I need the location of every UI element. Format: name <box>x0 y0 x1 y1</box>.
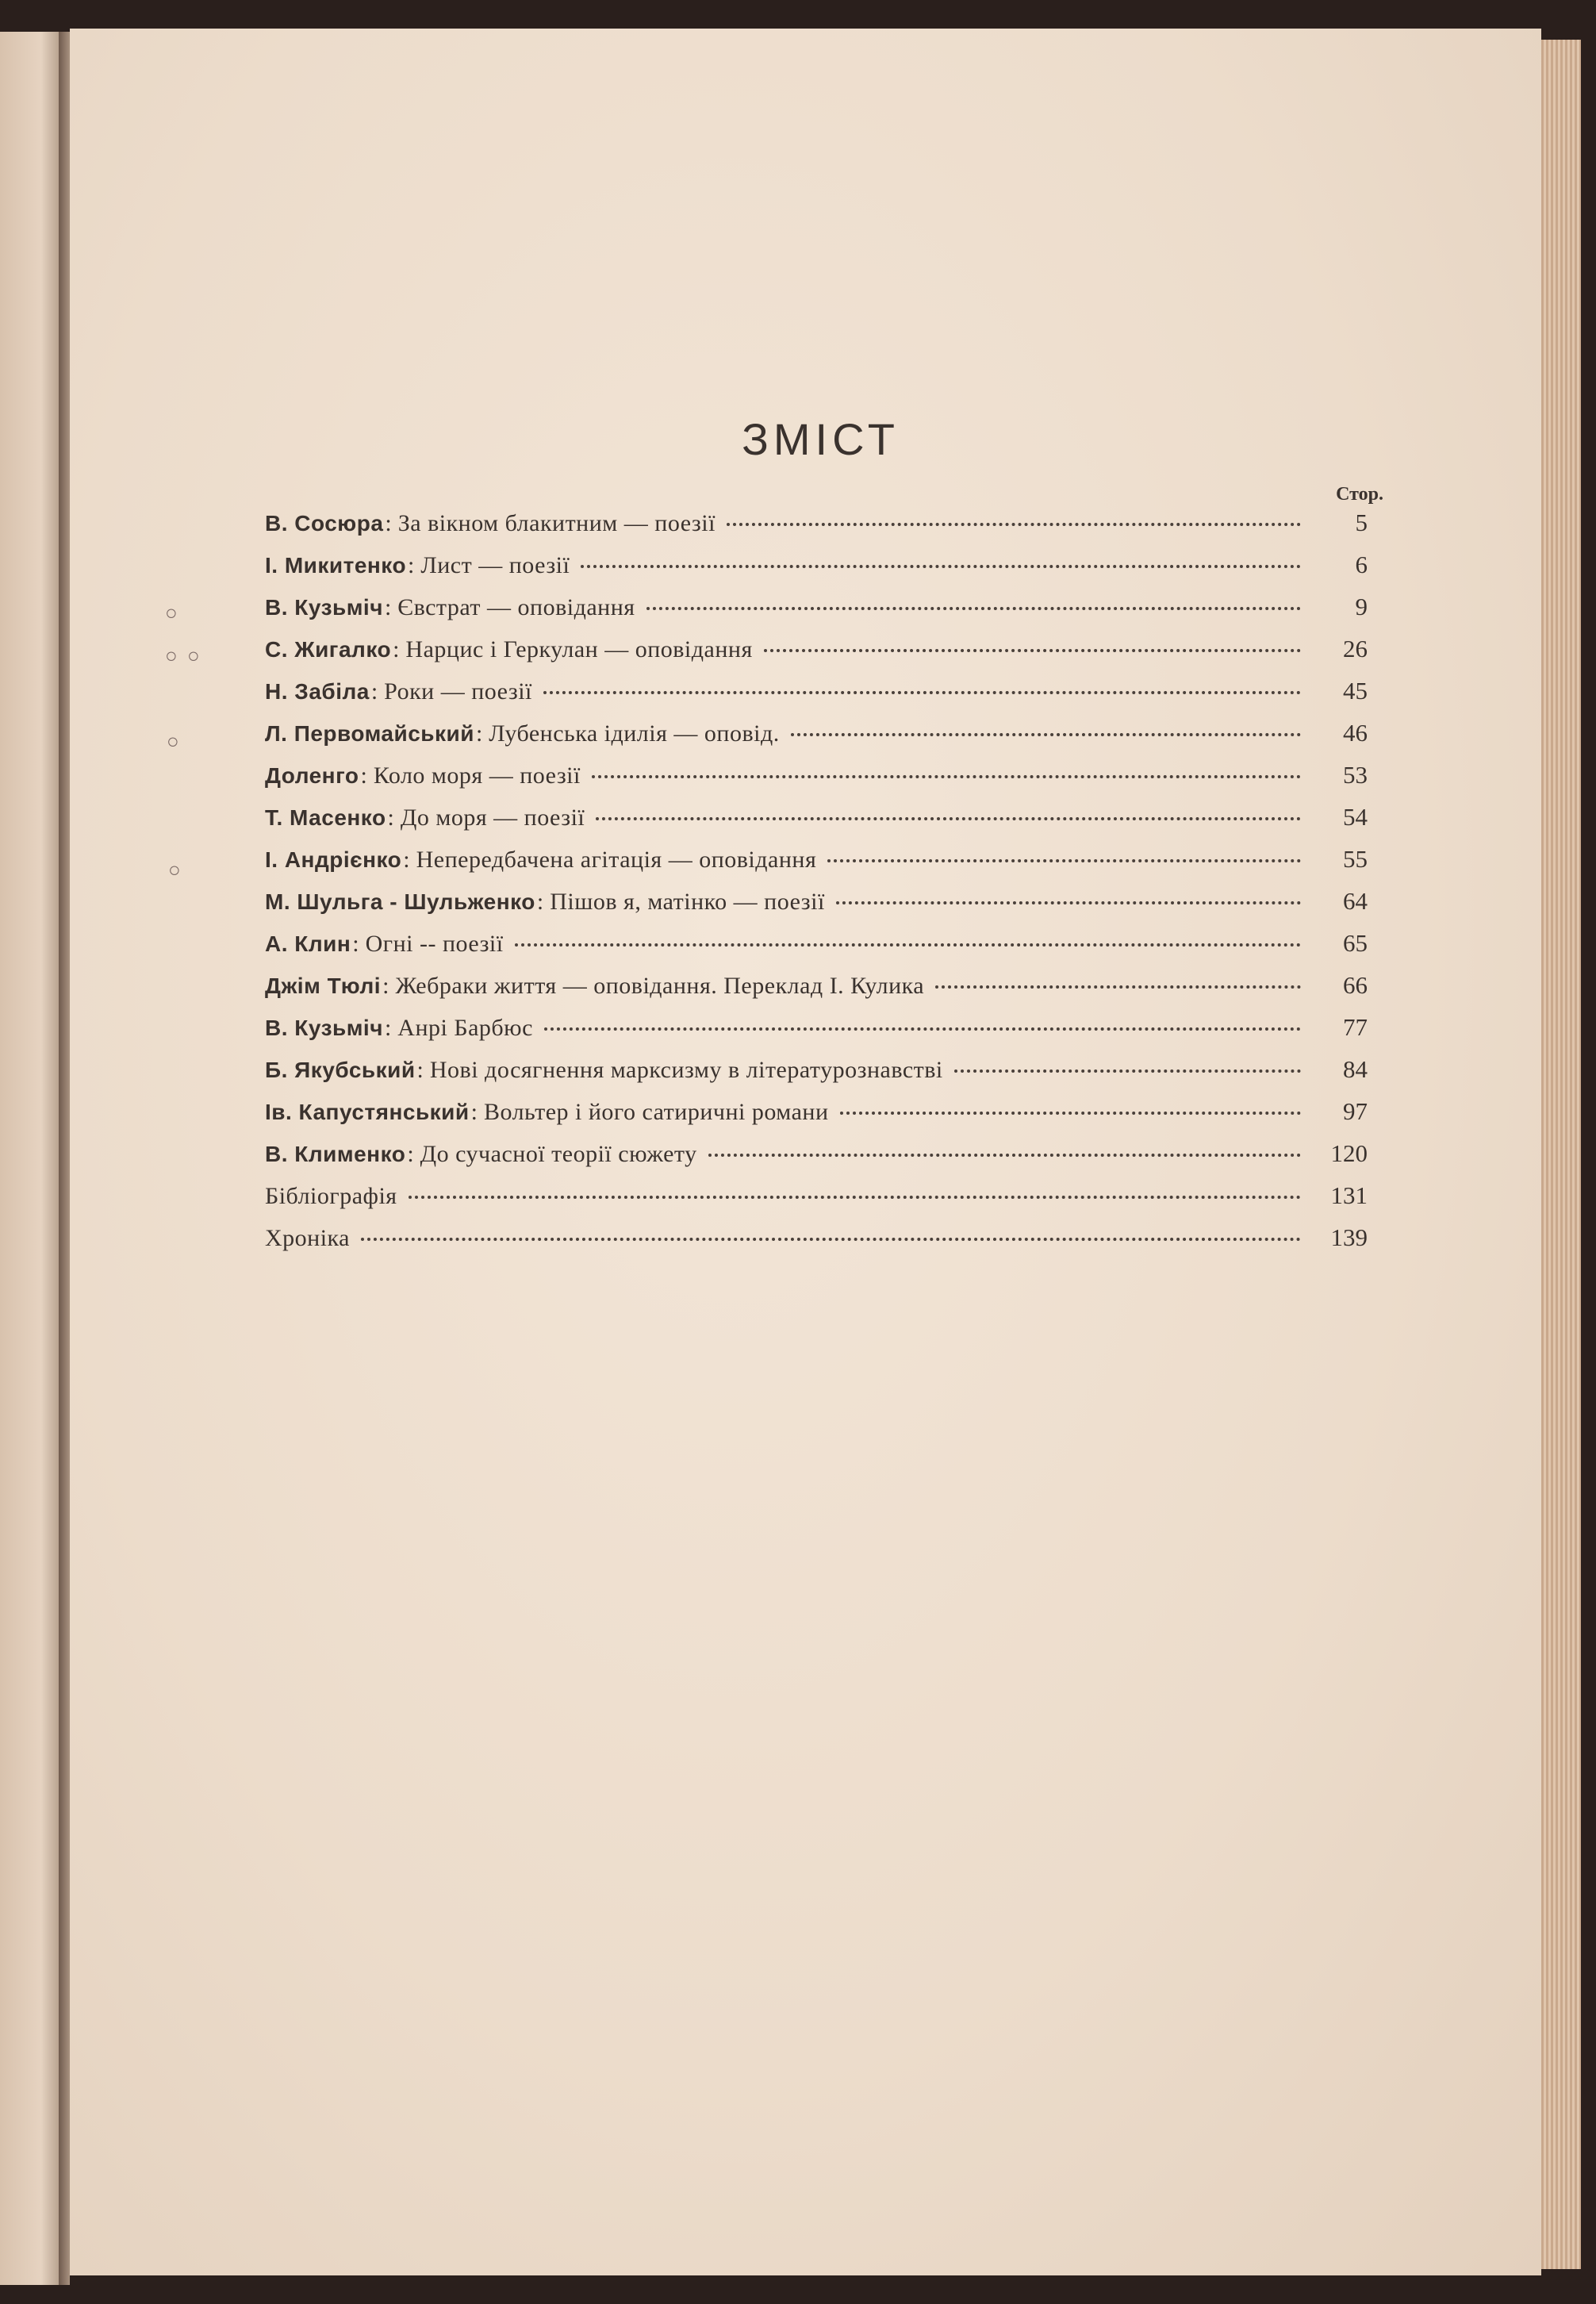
entry-author: С. Жигалко <box>265 637 392 662</box>
toc-entry <box>265 593 1368 635</box>
entry-title: Непередбачена агітація — оповідання <box>416 847 817 873</box>
toc-entry <box>265 635 1368 677</box>
toc-entry <box>265 551 1368 593</box>
entry-author: Н. Забіла <box>265 679 370 704</box>
toc-entry <box>265 761 1368 803</box>
dot-leader <box>935 985 1301 989</box>
dot-leader <box>954 1069 1301 1073</box>
toc-entry <box>265 1097 1368 1139</box>
entry-title: Пішов я, матінко — поезії <box>550 889 825 915</box>
entry-author: Б. Якубський <box>265 1058 416 1082</box>
page-stack-edges <box>1541 40 1581 2269</box>
table-of-contents <box>265 509 1368 1265</box>
entry-title: Нарцис і Геркулан — оповідання <box>405 636 753 662</box>
entry-page-number: 66 <box>1343 971 1368 999</box>
toc-entry <box>265 1181 1368 1223</box>
toc-entry <box>265 677 1368 719</box>
left-page-edge <box>0 32 59 2285</box>
entry-author: В. Сосюра <box>265 511 384 536</box>
entry-title: Огні -- поезії <box>365 931 504 957</box>
entry-separator: : <box>407 1141 414 1167</box>
entry-author: Ів. Капустянський <box>265 1100 470 1124</box>
entry-author: Джім Тюлі <box>265 973 382 998</box>
entry-title: Коло моря — поезії <box>373 762 581 789</box>
entry-page-number: 65 <box>1343 929 1368 957</box>
toc-entry <box>265 719 1368 761</box>
entry-page-number: 26 <box>1343 635 1368 662</box>
dot-leader <box>827 859 1301 862</box>
pencil-mark-icon: ○ <box>165 644 178 667</box>
entry-page-number: 120 <box>1330 1139 1368 1167</box>
entry-title: Хроніка <box>265 1225 350 1251</box>
entry-page-number: 55 <box>1343 845 1368 873</box>
entry-title: Роки — поезії <box>384 678 532 705</box>
entry-separator: : <box>393 636 400 662</box>
dot-leader <box>840 1112 1301 1115</box>
entry-title: Вольтер і його сатиричні романи <box>483 1099 829 1125</box>
pencil-mark-icon: ○ <box>187 644 200 667</box>
entry-separator: : <box>470 1099 478 1125</box>
dot-leader <box>543 691 1301 694</box>
dot-leader <box>791 733 1301 736</box>
entry-title: Нові досягнення марксизму в літературознавстві <box>429 1057 943 1083</box>
dot-leader <box>592 775 1301 778</box>
dot-leader <box>836 901 1301 904</box>
toc-entry <box>265 509 1368 551</box>
entry-page-number: 54 <box>1343 803 1368 831</box>
dot-leader <box>596 817 1301 820</box>
entry-title: Лист — поезії <box>420 552 570 578</box>
entry-separator: : <box>360 762 367 789</box>
entry-author: М. Шульга - Шульженко <box>265 889 535 914</box>
entry-page-number: 64 <box>1343 887 1368 915</box>
entry-page-number: 131 <box>1330 1181 1368 1209</box>
dot-leader <box>544 1027 1301 1031</box>
entry-title: За вікном блакитним — поезії <box>397 510 716 536</box>
dot-leader <box>581 565 1301 568</box>
entry-separator: : <box>475 720 483 747</box>
entry-title: До моря — поезії <box>400 804 585 831</box>
entry-page-number: 5 <box>1355 509 1368 536</box>
page-column-label: Стор. <box>1336 484 1383 505</box>
entry-page-number: 84 <box>1343 1055 1368 1083</box>
entry-author: В. Кузьміч <box>265 595 383 620</box>
dot-leader <box>361 1238 1301 1241</box>
entry-author: В. Клименко <box>265 1142 406 1166</box>
dot-leader <box>764 649 1301 652</box>
entry-title: Євстрат — оповідання <box>397 594 635 620</box>
pencil-mark-icon: ○ <box>168 858 181 881</box>
entry-page-number: 45 <box>1343 677 1368 705</box>
toc-entry <box>265 845 1368 887</box>
dot-leader <box>727 523 1301 526</box>
entry-page-number: 77 <box>1343 1013 1368 1041</box>
entry-separator: : <box>536 889 544 915</box>
toc-entry <box>265 1139 1368 1181</box>
toc-entry <box>265 887 1368 929</box>
page-title: ЗМІСТ <box>742 414 900 464</box>
entry-author: А. Клин <box>265 931 351 956</box>
entry-page-number: 46 <box>1343 719 1368 747</box>
entry-separator: : <box>385 510 392 536</box>
dot-leader <box>646 607 1301 610</box>
entry-author: Л. Первомайський <box>265 721 474 746</box>
entry-page-number: 9 <box>1355 593 1368 620</box>
entry-page-number: 97 <box>1343 1097 1368 1125</box>
toc-entry <box>265 929 1368 971</box>
entry-author: І. Микитенко <box>265 553 407 578</box>
pencil-mark-icon: ○ <box>165 601 178 624</box>
entry-separator: : <box>416 1057 424 1083</box>
entry-separator: : <box>384 594 392 620</box>
entry-author: В. Кузьміч <box>265 1016 383 1040</box>
toc-entry <box>265 1055 1368 1097</box>
entry-title: Бібліографія <box>265 1183 397 1209</box>
entry-separator: : <box>384 1015 392 1041</box>
toc-entry <box>265 971 1368 1013</box>
entry-title: До сучасної теорії сюжету <box>420 1141 697 1167</box>
contents-page <box>70 29 1541 2275</box>
toc-entry <box>265 1013 1368 1055</box>
entry-separator: : <box>408 552 415 578</box>
entry-author: І. Андрієнко <box>265 847 402 872</box>
entry-title: Анрі Барбюс <box>397 1015 533 1041</box>
entry-author: Доленго <box>265 763 359 788</box>
entry-separator: : <box>370 678 378 705</box>
entry-separator: : <box>382 973 389 999</box>
pencil-mark-icon: ○ <box>167 730 179 753</box>
entry-separator: : <box>403 847 410 873</box>
entry-separator: : <box>387 804 394 831</box>
dot-leader <box>708 1154 1301 1157</box>
toc-entry <box>265 1223 1368 1265</box>
entry-title: Лубенська ідилія — оповід. <box>489 720 780 747</box>
book-gutter <box>59 32 70 2285</box>
entry-page-number: 6 <box>1355 551 1368 578</box>
entry-separator: : <box>352 931 359 957</box>
dot-leader <box>515 943 1301 947</box>
entry-author: Т. Масенко <box>265 805 386 830</box>
entry-title: Жебраки життя — оповідання. Переклад І. Кулика <box>395 973 925 999</box>
entry-page-number: 53 <box>1343 761 1368 789</box>
entry-page-number: 139 <box>1330 1223 1368 1251</box>
dot-leader <box>409 1196 1301 1199</box>
toc-entry <box>265 803 1368 845</box>
